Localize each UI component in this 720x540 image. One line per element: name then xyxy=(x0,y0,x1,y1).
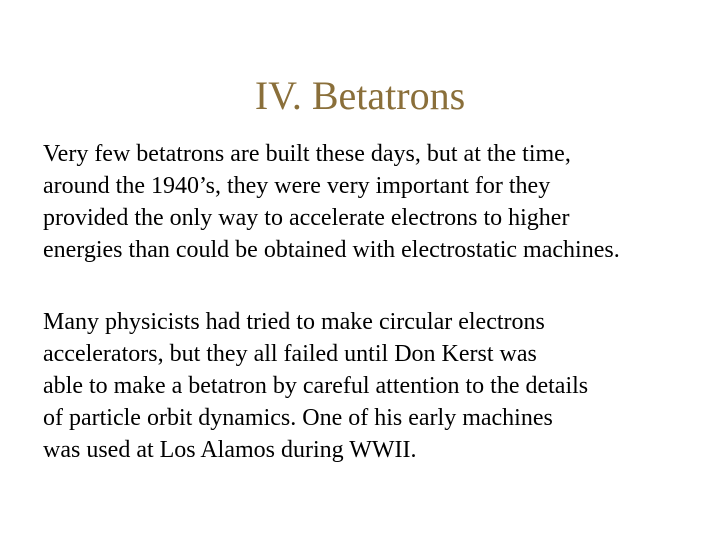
text-line: Many physicists had tried to make circular electrons xyxy=(43,309,545,335)
paragraph-don-kerst xyxy=(43,306,718,466)
paragraph-betatron-history xyxy=(43,138,718,266)
text-line: was used at Los Alamos during WWII. xyxy=(43,437,417,463)
text-line: energies than could be obtained with electrostatic machines. xyxy=(43,237,620,263)
slide-body xyxy=(43,138,718,466)
text-line: accelerators, but they all failed until Don Kerst was xyxy=(43,341,537,367)
text-line: Very few betatrons are built these days, but at the time, xyxy=(43,141,571,167)
slide-title: IV. Betatrons xyxy=(254,73,466,118)
text-line: able to make a betatron by careful attention to the details xyxy=(43,373,589,399)
text-line: provided the only way to accelerate electrons to higher xyxy=(43,205,570,231)
text-line: around the 1940’s, they were very important for they xyxy=(43,173,551,199)
text-line: of particle orbit dynamics. One of his early machines xyxy=(43,405,553,431)
paragraph-spacer xyxy=(43,266,718,306)
